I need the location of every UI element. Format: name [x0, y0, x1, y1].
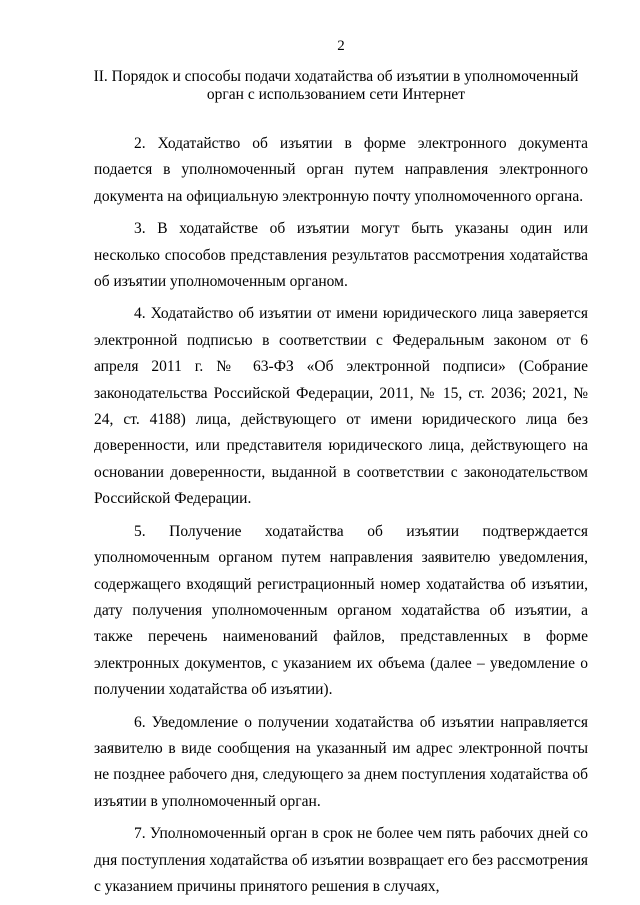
paragraph-4: 4. Ходатайство об изъятии от имени юридического лица заверяется электронной подписью в соответствии с Федеральным законом от 6 апреля 2011 г. № 63-ФЗ «Об электронной подписи» (Собрание законодательства Российской Федерации, 2011, № 15, ст. 2036; 2021, № 24, ст. 4188) лица, действующего от имени юридического лица без доверенности, или представителя юридического лица, действующего на основании доверенности, выданной в соответствии с законодательством Российской Федерации. [94, 305, 588, 508]
paragraph-7: 7. Уполномоченный орган в срок не более чем пять рабочих дней со дня поступления ходатайства об изъятии возвращает его без рассмотрения с указанием причины принятого решения в случаях, [94, 825, 588, 895]
paragraph-5: 5. Получение ходатайства об изъятии подтверждается уполномоченным органом путем направления заявителю уведомления, содержащего входящий регистрационный номер ходатайства об изъятии, дату получения уполномоченным органом ходатайства об изъятии, а также перечень наименований файлов, представленных в форме электронных документов, с указанием их объема (далее – уведомление о получении ходатайства об изъятии). [94, 522, 588, 699]
paragraph-2: 2. Ходатайство об изъятии в форме электронного документа подается в уполномоченный орган путем направления электронного документа на официальную электронную почту уполномоченного органа. [94, 135, 588, 205]
paragraph-3: 3. В ходатайстве об изъятии могут быть указаны один или несколько способов представления результатов рассмотрения ходатайства об изъятии уполномоченным органом. [94, 220, 588, 291]
paragraph-6: 6. Уведомление о получении ходатайства об изъятии направляется заявителю в виде сообщения на указанный им адрес электронной почты не позднее рабочего дня, следующего за днем поступления ходатайства об изъятии в уполномоченный орган. [94, 713, 588, 810]
section-title: II. Порядок и способы подачи ходатайства об изъятии в уполномоченный орган с использованием сети Интернет [93, 68, 579, 103]
page-number: 2 [337, 38, 345, 54]
